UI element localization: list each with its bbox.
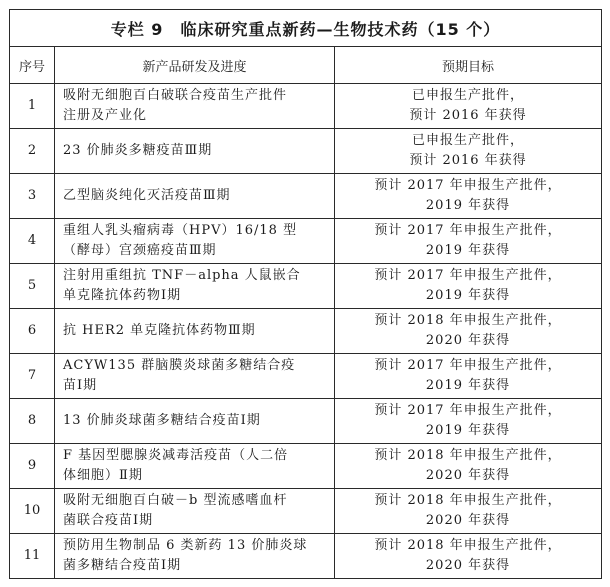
product-line: 抗 HER2 单克隆抗体药物Ⅲ期 bbox=[63, 323, 256, 338]
row-index: 9 bbox=[10, 444, 55, 489]
target-line: 2020 年获得 bbox=[425, 513, 511, 528]
target-line: 预计 2017 年申报生产批件， bbox=[374, 223, 562, 238]
row-product bbox=[55, 174, 335, 219]
product-line: 体细胞）Ⅱ期 bbox=[63, 468, 143, 483]
row-target bbox=[335, 174, 602, 219]
row-product bbox=[55, 84, 335, 129]
product-line: 注册及产业化 bbox=[63, 108, 148, 123]
product-line: 23 价肺炎多糖疫苗Ⅲ期 bbox=[63, 143, 213, 158]
row-target bbox=[335, 444, 602, 489]
row-target bbox=[335, 489, 602, 534]
target-line: 预计 2017 年申报生产批件， bbox=[374, 178, 562, 193]
row-product bbox=[55, 489, 335, 534]
row-target bbox=[335, 534, 602, 579]
row-index: 10 bbox=[10, 489, 55, 534]
table-row bbox=[10, 174, 602, 219]
row-product bbox=[55, 219, 335, 264]
header-product: 新产品研发及进度 bbox=[55, 47, 335, 84]
product-line: 菌联合疫苗Ⅰ期 bbox=[63, 513, 154, 528]
table-row bbox=[10, 84, 602, 129]
drug-table bbox=[9, 9, 602, 579]
table-body bbox=[10, 84, 602, 579]
row-index: 3 bbox=[10, 174, 55, 219]
row-index: 5 bbox=[10, 264, 55, 309]
row-target bbox=[335, 84, 602, 129]
row-target bbox=[335, 354, 602, 399]
product-line: 预防用生物制品 6 类新药 13 价肺炎球 bbox=[63, 538, 308, 553]
target-line: 已申报生产批件， bbox=[412, 88, 525, 103]
table-row bbox=[10, 219, 602, 264]
target-line: 预计 2017 年申报生产批件， bbox=[374, 268, 562, 283]
row-target bbox=[335, 219, 602, 264]
target-line: 2019 年获得 bbox=[425, 378, 511, 393]
target-line: 已申报生产批件， bbox=[412, 133, 525, 148]
table-row bbox=[10, 264, 602, 309]
target-line: 2020 年获得 bbox=[425, 333, 511, 348]
header-index: 序号 bbox=[10, 47, 55, 84]
table-row bbox=[10, 534, 602, 579]
row-index: 8 bbox=[10, 399, 55, 444]
product-line: （酵母）宫颈癌疫苗Ⅲ期 bbox=[63, 243, 217, 258]
target-line: 预计 2016 年获得 bbox=[409, 108, 527, 123]
row-index: 7 bbox=[10, 354, 55, 399]
row-product bbox=[55, 309, 335, 354]
product-line: 吸附无细胞百白破－b 型流感嗜血杆 bbox=[63, 493, 288, 508]
table-row bbox=[10, 489, 602, 534]
target-line: 预计 2016 年获得 bbox=[409, 153, 527, 168]
target-line: 2019 年获得 bbox=[425, 423, 511, 438]
product-line: 吸附无细胞百白破联合疫苗生产批件 bbox=[63, 88, 288, 103]
product-line: 13 价肺炎球菌多糖结合疫苗Ⅰ期 bbox=[63, 413, 261, 428]
table-row bbox=[10, 354, 602, 399]
row-index: 2 bbox=[10, 129, 55, 174]
row-index: 1 bbox=[10, 84, 55, 129]
target-line: 预计 2017 年申报生产批件， bbox=[374, 358, 562, 373]
table-row bbox=[10, 309, 602, 354]
target-line: 2020 年获得 bbox=[425, 468, 511, 483]
row-product bbox=[55, 399, 335, 444]
product-line: 注射用重组抗 TNF－alpha 人鼠嵌合 bbox=[63, 268, 301, 283]
table-row bbox=[10, 129, 602, 174]
target-line: 2019 年获得 bbox=[425, 243, 511, 258]
target-line: 预计 2018 年申报生产批件， bbox=[374, 493, 562, 508]
target-line: 预计 2018 年申报生产批件， bbox=[374, 538, 562, 553]
row-index: 11 bbox=[10, 534, 55, 579]
product-line: 苗Ⅰ期 bbox=[63, 378, 98, 393]
target-line: 2019 年获得 bbox=[425, 288, 511, 303]
table-row bbox=[10, 399, 602, 444]
product-line: 重组人乳头瘤病毒（HPV）16/18 型 bbox=[63, 223, 298, 238]
product-line: ACYW135 群脑膜炎球菌多糖结合疫 bbox=[63, 358, 296, 373]
target-line: 预计 2018 年申报生产批件， bbox=[374, 448, 562, 463]
title-row bbox=[10, 10, 602, 47]
header-row bbox=[10, 47, 602, 84]
row-product bbox=[55, 354, 335, 399]
target-line: 2020 年获得 bbox=[425, 558, 511, 573]
target-line: 预计 2018 年申报生产批件， bbox=[374, 313, 562, 328]
row-product bbox=[55, 444, 335, 489]
product-line: 菌多糖结合疫苗Ⅰ期 bbox=[63, 558, 182, 573]
product-line: 单克隆抗体药物Ⅰ期 bbox=[63, 288, 182, 303]
table-title: 专栏 9 临床研究重点新药—生物技术药（15 个） bbox=[10, 10, 602, 47]
table-row bbox=[10, 444, 602, 489]
target-line: 2019 年获得 bbox=[425, 198, 511, 213]
row-target bbox=[335, 129, 602, 174]
header-target: 预期目标 bbox=[335, 47, 602, 84]
row-target bbox=[335, 264, 602, 309]
product-line: 乙型脑炎纯化灭活疫苗Ⅲ期 bbox=[63, 188, 231, 203]
row-index: 4 bbox=[10, 219, 55, 264]
row-target bbox=[335, 309, 602, 354]
row-product bbox=[55, 534, 335, 579]
row-product bbox=[55, 264, 335, 309]
row-product bbox=[55, 129, 335, 174]
target-line: 预计 2017 年申报生产批件， bbox=[374, 403, 562, 418]
row-target bbox=[335, 399, 602, 444]
row-index: 6 bbox=[10, 309, 55, 354]
product-line: F 基因型腮腺炎减毒活疫苗（人二倍 bbox=[63, 448, 289, 463]
